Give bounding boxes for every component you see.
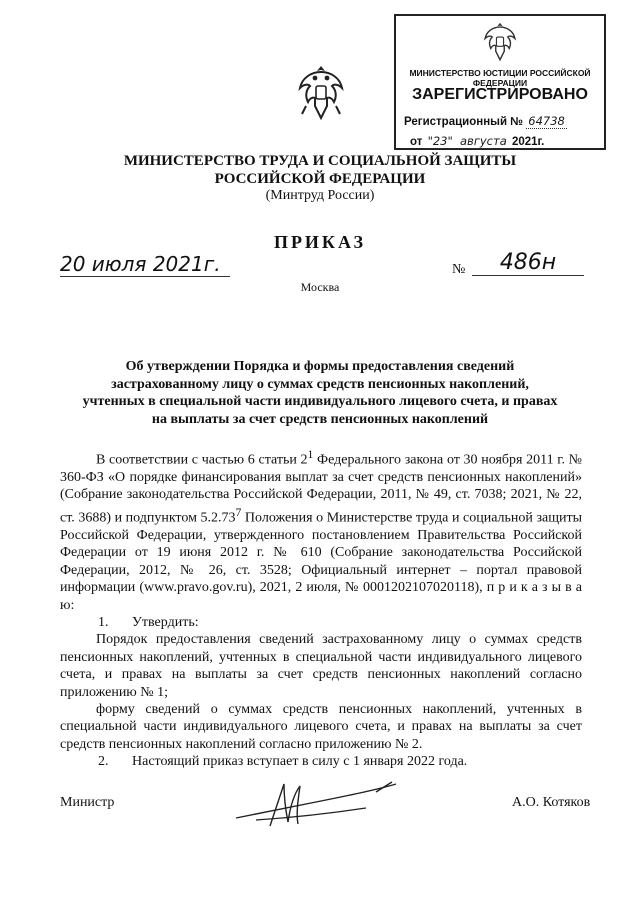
coat-of-arms-emblem: [296, 62, 346, 124]
item-number: 2.: [98, 754, 109, 770]
intro-text: В соответствии с частью 6 статьи 2: [96, 452, 308, 468]
paragraph-appendix-1: Порядок предоставления сведений застрахованному лицу о суммах средств пенсионных накоплений, учтенных в специальной части индивидуального лицевого счета, и правах на выплаты за счет средств пенсионных накоплений согласно приложению № 1;: [60, 632, 582, 700]
handwritten-signature: [226, 778, 406, 832]
signatory-name: А.О. Котяков: [512, 795, 591, 810]
ministry-name-line2: РОССИЙСКОЙ ФЕДЕРАЦИИ: [214, 171, 426, 187]
ministry-short-name: (Минтруд России): [265, 188, 375, 203]
document-body: [60, 446, 582, 771]
title-line: застрахованному лицу о суммах средств пенсионных накоплений,: [111, 376, 529, 392]
item-2: [60, 753, 582, 770]
stamp-date-line: [410, 134, 544, 148]
order-heading: ПРИКАЗ: [273, 232, 367, 252]
item-number: 1.: [98, 614, 109, 630]
title-line: Об утверждении Порядка и формы предоставления сведений: [125, 359, 515, 374]
stamp-date-year: 2021: [511, 136, 538, 148]
registration-stamp: [394, 14, 606, 150]
stamp-reg-label: Регистрационный №: [404, 116, 524, 128]
order-city: Москва: [300, 280, 340, 294]
stamp-emblem: [480, 20, 520, 64]
document-title: [80, 358, 560, 428]
paragraph-appendix-2: форму сведений о суммах средств пенсионных накоплений, учтенных в специальной части индивидуального лицевого счета, и правах на выплаты за счет средств пенсионных накоплений согласно приложению № 2.: [60, 702, 582, 752]
stamp-date-suffix: г.: [537, 136, 545, 148]
intro-paragraph: [60, 446, 582, 614]
stamp-reg-number: 64738: [528, 114, 565, 128]
stamp-date-prefix: от: [410, 136, 423, 148]
intro-text: Федерального закона от 30 ноября 2011 г. № 360-ФЗ «О порядке финансирования выплат за счет средств пенсионных накоплений» (Собрание законодательства Российской Федерации, 2011, № 49, ст. 7038; 2021, № 22, ст. 3688) и подпунктом 5.2.73: [60, 452, 582, 526]
stamp-title: ЗАРЕГИСТРИРОВАНО: [412, 86, 588, 103]
intro-text: Положения о Министерстве труда и социальной защиты Российской Федерации, утвержденного постановлением Правительства Российской Федерации от 19 июня 2012 г. № 610 (Собрание законодательства Российской Федерации, 2012, № 26, ст. 3528; Официальный интернет – портал правовой информации (www.pravo.gov.ru), 2021, 2 июля, № 0001202107020118),: [60, 510, 583, 596]
item-1: [60, 614, 582, 631]
intro-superscript: 7: [235, 505, 242, 519]
order-date: 20 июля 2021г.: [60, 252, 230, 277]
order-verb: п р и к а з ы в а ю:: [60, 580, 582, 613]
item-text: Утвердить:: [132, 614, 199, 630]
order-number-sign: №: [452, 262, 466, 277]
stamp-date-day: "23": [427, 134, 453, 148]
item-text: Настоящий приказ вступает в силу с 1 января 2022 года.: [132, 754, 468, 770]
order-number: 486н: [472, 250, 584, 276]
ministry-name-line1: МИНИСТЕРСТВО ТРУДА И СОЦИАЛЬНОЙ ЗАЩИТЫ: [123, 153, 517, 169]
stamp-date-month: августа: [460, 134, 507, 148]
signatory-position: Министр: [60, 795, 115, 810]
title-line: учтенных в специальной части индивидуального лицевого счета, и правах: [82, 394, 558, 409]
title-line: на выплаты за счет средств пенсионных накоплений: [151, 411, 489, 427]
stamp-registration-line: [404, 114, 567, 128]
stamp-ministry: МИНИСТЕРСТВО ЮСТИЦИИ РОССИЙСКОЙ ФЕДЕРАЦИИ: [409, 68, 591, 88]
intro-superscript: 1: [307, 448, 314, 461]
